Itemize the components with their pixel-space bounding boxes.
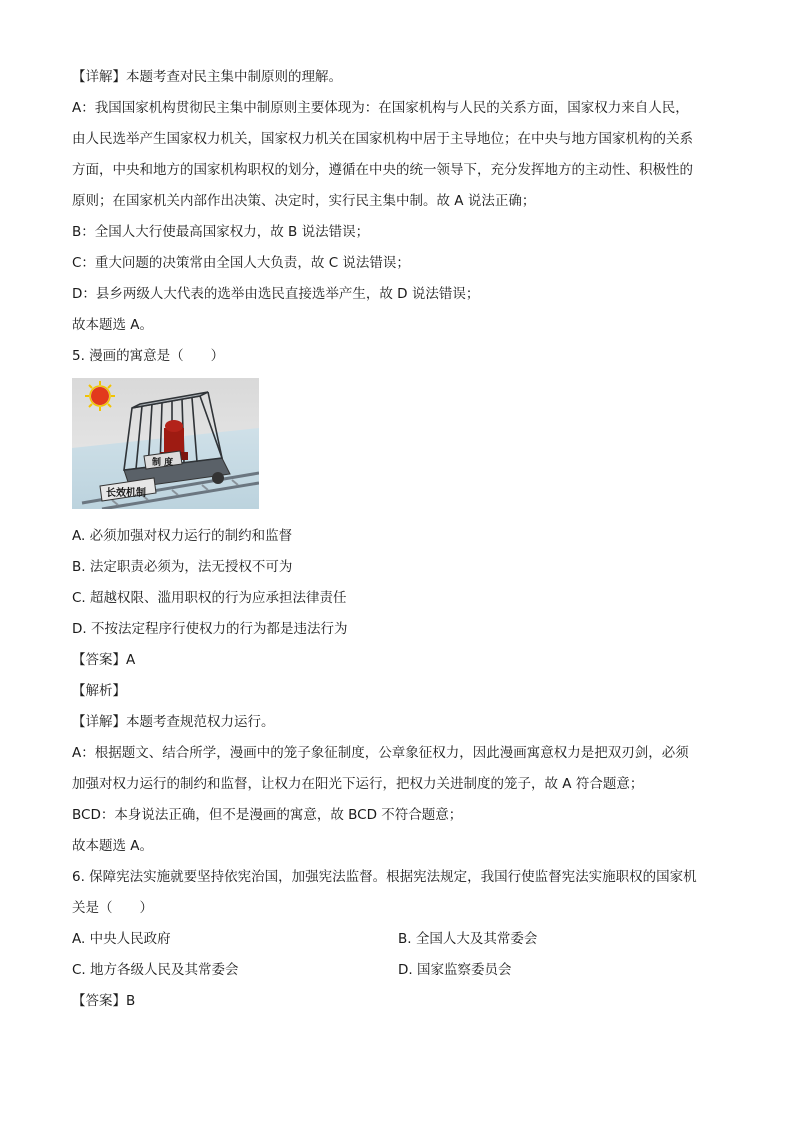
q4-b-explain: B：全国人大行使最高国家权力，故 B 说法错误； [72, 224, 370, 240]
q5-option-b: B. 法定职责必须为，法无授权不可为 [72, 559, 293, 575]
q5-answer: 【答案】A [72, 652, 136, 668]
q6-stem-line-1: 6. 保障宪法实施就要坚持依宪治国，加强宪法监督。根据宪法规定，我国行使监督宪法实施职权的国家机 [72, 869, 697, 885]
sun-icon [85, 381, 115, 411]
q5-option-a: A. 必须加强对权力运行的制约和监督 [72, 528, 293, 544]
q6-stem-line-2: 关是（ ） [72, 900, 153, 916]
q5-cartoon-figure [72, 378, 724, 521]
q4-a-line-2: 由人民选举产生国家权力机关，国家权力机关在国家机构中居于主导地位；在中央与地方国家机构的关系 [72, 131, 693, 147]
q4-detail: 【详解】本题考查对民主集中制原则的理解。 [72, 69, 342, 85]
cage-label: 制 度 [152, 458, 174, 468]
q4-d-explain: D：县乡两级人大代表的选举由选民直接选举产生，故 D 说法错误； [72, 286, 480, 302]
q6-option-c: C. 地方各级人民及其常委会 [72, 962, 239, 978]
q5-analysis: 【解析】 [72, 683, 126, 699]
q4-conclusion: 故本题选 A。 [72, 317, 154, 333]
q5-option-d: D. 不按法定程序行使权力的行为都是违法行为 [72, 621, 348, 637]
q5-bcd-explain: BCD：本身说法正确，但不是漫画的寓意，故 BCD 不符合题意； [72, 807, 463, 823]
q6-option-d: D. 国家监察委员会 [398, 962, 512, 978]
q4-c-explain: C：重大问题的决策常由全国人大负责，故 C 说法错误； [72, 255, 410, 271]
q4-a-line-3: 方面，中央和地方的国家机构职权的划分，遵循在中央的统一领导下，充分发挥地方的主动性、积极性的 [72, 162, 693, 178]
q5-a-line-1: A：根据题文、结合所学，漫画中的笼子象征制度，公章象征权力，因此漫画寓意权力是把双刃剑，必须 [72, 745, 689, 761]
q5-option-c: C. 超越权限、滥用职权的行为应承担法律责任 [72, 590, 347, 606]
q5-detail: 【详解】本题考查规范权力运行。 [72, 714, 275, 730]
q5-stem: 5. 漫画的寓意是（ ） [72, 348, 225, 364]
document-page [72, 62, 724, 1017]
q6-options-row-2 [72, 955, 724, 986]
q5-a-line-2: 加强对权力运行的制约和监督，让权力在阳光下运行，把权力关进制度的笼子，故 A 符合题意； [72, 776, 644, 792]
q6-option-b: B. 全国人大及其常委会 [398, 931, 538, 947]
q6-option-a: A. 中央人民政府 [72, 931, 171, 947]
q6-options-row-1 [72, 924, 724, 955]
track-label: 长效机制 [106, 488, 146, 499]
q4-a-line-4: 原则；在国家机关内部作出决策、决定时，实行民主集中制。故 A 说法正确； [72, 193, 536, 209]
q4-a-line-1: A：我国国家机构贯彻民主集中制原则主要体现为：在国家机构与人民的关系方面，国家权力来自人民， [72, 100, 689, 116]
cage-cartoon-image [72, 378, 259, 509]
q5-conclusion: 故本题选 A。 [72, 838, 154, 854]
q6-answer: 【答案】B [72, 993, 136, 1009]
